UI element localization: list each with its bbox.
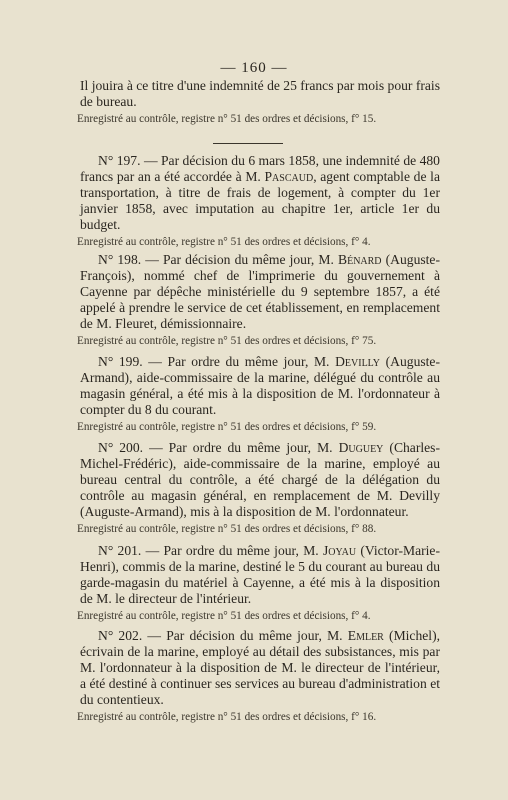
entry-text: N° 199. — Par ordre du même jour, M. Devilly (Auguste-Armand), aide-commissaire de la marine, délégué du contrôle au magasin général, a été mis à la disposition de M. l'ordonnateur à compter du 8 du courant. <box>80 354 440 418</box>
person-name: Emler <box>347 628 384 643</box>
entry-registration: Enregistré au contrôle, registre n° 51 des ordres et décisions, f° 4. <box>77 610 371 623</box>
entry-registration: Enregistré au contrôle, registre n° 51 des ordres et décisions, f° 88. <box>77 523 377 536</box>
entry-registration: Enregistré au contrôle, registre n° 51 des ordres et décisions, f° 75. <box>77 335 377 348</box>
entry-200 <box>77 440 440 536</box>
intro-registration: Enregistré au contrôle, registre n° 51 des ordres et décisions, f° 15. <box>77 113 377 126</box>
entry-number: N° 198. <box>98 252 142 267</box>
person-name: Bénard <box>338 252 382 267</box>
person-name: Joyau <box>322 543 357 558</box>
intro-text: Il jouira à ce titre d'une indemnité de 25 francs par mois pour frais de bureau. <box>80 78 440 110</box>
entry-text: N° 198. — Par décision du même jour, M. Bénard (Auguste-François), nommé chef de l'imprimerie du gouvernement à Cayenne par dépêche ministérielle du 9 septembre 1857, a été appelé à prendre le service de cet établissement, en remplacement de M. Fleuret, démissionnaire. <box>80 252 440 332</box>
entry-number: N° 200. <box>98 440 144 455</box>
entry-text: N° 197. — Par décision du 6 mars 1858, une indemnité de 480 francs par an a été accordée à M. Pascaud, agent comptable de la transportation, à titre de frais de logement, à compter du 1er janvier 1858, avec imputation au chapitre 1er, article 1er du budget. <box>80 153 440 233</box>
entry-registration: Enregistré au contrôle, registre n° 51 des ordres et décisions, f° 16. <box>77 711 377 724</box>
entry-201 <box>77 543 440 623</box>
entry-number: N° 197. <box>98 153 141 168</box>
person-name: Devilly <box>335 354 381 369</box>
entry-199 <box>77 354 440 434</box>
intro-block <box>77 78 440 126</box>
page-number: — 160 — <box>220 60 288 76</box>
person-name: Duguey <box>338 440 384 455</box>
section-divider <box>213 143 283 144</box>
entry-198 <box>77 252 440 348</box>
entry-text: N° 200. — Par ordre du même jour, M. Duguey (Charles-Michel-Frédéric), aide-commissaire de la marine, employé au bureau central du contrôle, a été chargé de la délégation du contrôle au magasin général, en remplacement de M. Devilly (Auguste-Armand), mis à la disposition de M. l'ordonnateur. <box>80 440 440 520</box>
person-name: Pascaud <box>264 169 314 185</box>
entry-number: N° 202. <box>98 628 143 643</box>
entry-number: N° 201. <box>98 543 142 558</box>
entry-text: N° 201. — Par ordre du même jour, M. Joyau (Victor-Marie-Henri), commis de la marine, destiné le 5 du courant au bureau du garde-magasin du matériel à Cayenne, a été mis à la disposition de M. le directeur de l'intérieur. <box>80 543 440 607</box>
entry-197 <box>77 153 440 249</box>
entry-number: N° 199. <box>98 354 143 369</box>
entry-202 <box>77 628 440 724</box>
entry-text: N° 202. — Par décision du même jour, M. Emler (Michel), écrivain de la marine, employé au détail des subsistances, mis par M. l'ordonnateur à la disposition de M. le directeur de l'intérieur, a été destiné à continuer ses services au bureau d'administration et du contentieux. <box>80 628 440 708</box>
entry-registration: Enregistré au contrôle, registre n° 51 des ordres et décisions, f° 59. <box>77 421 377 434</box>
entry-registration: Enregistré au contrôle, registre n° 51 des ordres et décisions, f° 4. <box>77 236 371 249</box>
